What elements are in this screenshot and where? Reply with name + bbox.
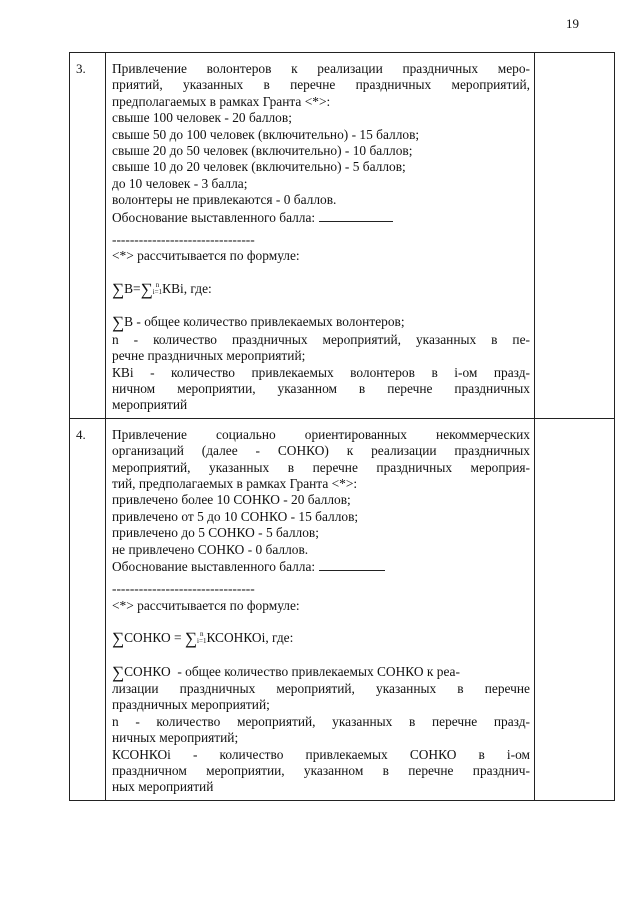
sum-limits bbox=[153, 282, 162, 296]
sum-symbol: ∑ bbox=[112, 279, 125, 299]
sum-upper-limit: n bbox=[200, 630, 204, 639]
legend-symbol: В bbox=[124, 314, 134, 330]
legend-line: речне праздничных мероприятий; bbox=[112, 348, 306, 364]
formula-rhs: КСОНКОi bbox=[206, 630, 266, 646]
legend-line: n - количество мероприятий, указанных в перечне празд- bbox=[112, 713, 530, 729]
row-number: 3. bbox=[70, 53, 106, 419]
formula-tail: , где: bbox=[265, 630, 294, 646]
criterion-text-line: приятий, указанных в перечне праздничных мероприятий, bbox=[112, 77, 530, 93]
formula-lhs: СОНКО = bbox=[124, 630, 185, 646]
score-line: привлечено от 5 до 10 СОНКО - 15 баллов; bbox=[112, 508, 359, 524]
legend-line: ных мероприятий bbox=[112, 779, 214, 795]
score-line: до 10 человек - 3 балла; bbox=[112, 175, 248, 191]
score-cell bbox=[535, 53, 615, 419]
legend-line bbox=[112, 664, 530, 681]
sum-symbol: ∑ bbox=[112, 662, 125, 682]
criterion-text-line: Привлечение волонтеров к реализации праздничных меро- bbox=[112, 61, 530, 76]
legend-line: мероприятий bbox=[112, 397, 188, 413]
legend-text: - общее количество привлекаемых СОНКО к реа- bbox=[170, 663, 460, 679]
legend-line: ничных мероприятий; bbox=[112, 730, 239, 746]
legend-line: КВi - количество привлекаемых волонтеров в i-ом празд- bbox=[112, 364, 530, 380]
score-line: свыше 10 до 20 человек (включительно) - 5 баллов; bbox=[112, 159, 406, 175]
justification-label: Обоснование выставленного балла: bbox=[112, 209, 316, 225]
justification-blank bbox=[319, 558, 385, 571]
formula-tail: , где: bbox=[183, 280, 212, 296]
criterion-text-line: тий, предполагаемых в рамках Гранта <*>: bbox=[112, 475, 358, 491]
score-line: свыше 50 до 100 человек (включительно) - 15 баллов; bbox=[112, 126, 420, 142]
table-row bbox=[70, 53, 615, 419]
justification-label: Обоснование выставленного балла: bbox=[112, 558, 316, 574]
formula-intro: <*> рассчитывается по формуле: bbox=[112, 597, 300, 613]
score-cell bbox=[535, 418, 615, 800]
criterion-text-line: Привлечение социально ориентированных некоммерческих bbox=[112, 426, 530, 442]
legend-text: - общее количество привлекаемых волонтеров; bbox=[133, 314, 405, 330]
footnote-separator: -------------------------------- bbox=[112, 232, 255, 248]
page-number: 19 bbox=[566, 16, 579, 31]
legend-line: лизации праздничных мероприятий, указанных в перечне bbox=[112, 681, 530, 696]
legend-line bbox=[112, 314, 530, 331]
legend-line: праздничных мероприятий; bbox=[112, 697, 270, 713]
formula-lhs: В= bbox=[124, 280, 141, 296]
criterion-cell bbox=[106, 53, 535, 419]
formula-rhs: КВi bbox=[162, 280, 184, 296]
formula bbox=[112, 281, 530, 298]
legend-line: КСОНКОi - количество привлекаемых СОНКО в i-ом bbox=[112, 746, 530, 762]
criteria-table bbox=[69, 52, 615, 801]
legend-line: праздничном мероприятии, указанном в перечне празднич- bbox=[112, 763, 530, 779]
criterion-text-line: организаций (далее - СОНКО) к реализации праздничных bbox=[112, 443, 530, 459]
score-line: волонтеры не привлекаются - 0 баллов. bbox=[112, 192, 337, 208]
justification-line bbox=[112, 558, 530, 575]
sum-lower-limit: i=1 bbox=[152, 287, 163, 296]
formula-intro: <*> рассчитывается по формуле: bbox=[112, 248, 300, 264]
criterion-text-line: мероприятий, указанных в перечне праздничных мероприя- bbox=[112, 459, 530, 475]
score-line: привлечено более 10 СОНКО - 20 баллов; bbox=[112, 492, 351, 508]
sum-lower-limit: i=1 bbox=[197, 637, 207, 646]
sum-symbol: ∑ bbox=[112, 313, 125, 333]
formula bbox=[112, 630, 530, 647]
legend-symbol: СОНКО bbox=[124, 663, 171, 679]
score-line: свыше 20 до 50 человек (включительно) - 10 баллов; bbox=[112, 143, 413, 159]
sum-symbol: ∑ bbox=[140, 279, 153, 299]
legend-line: ничном мероприятии, указанном в перечне праздничных bbox=[112, 380, 530, 396]
criterion-cell bbox=[106, 418, 535, 800]
score-line: привлечено до 5 СОНКО - 5 баллов; bbox=[112, 525, 319, 541]
score-line: свыше 100 человек - 20 баллов; bbox=[112, 110, 292, 126]
footnote-separator: -------------------------------- bbox=[112, 581, 255, 597]
justification-blank bbox=[319, 209, 393, 222]
score-line: не привлечено СОНКО - 0 баллов. bbox=[112, 541, 309, 557]
sum-symbol: ∑ bbox=[112, 629, 125, 649]
criterion-text-line: предполагаемых в рамках Гранта <*>: bbox=[112, 93, 331, 109]
justification-line bbox=[112, 209, 530, 226]
row-number: 4. bbox=[70, 418, 106, 800]
table-row bbox=[70, 418, 615, 800]
sum-symbol: ∑ bbox=[184, 629, 198, 649]
sum-upper-limit: n bbox=[155, 280, 160, 289]
legend-line: n - количество праздничных мероприятий, указанных в пе- bbox=[112, 331, 530, 347]
